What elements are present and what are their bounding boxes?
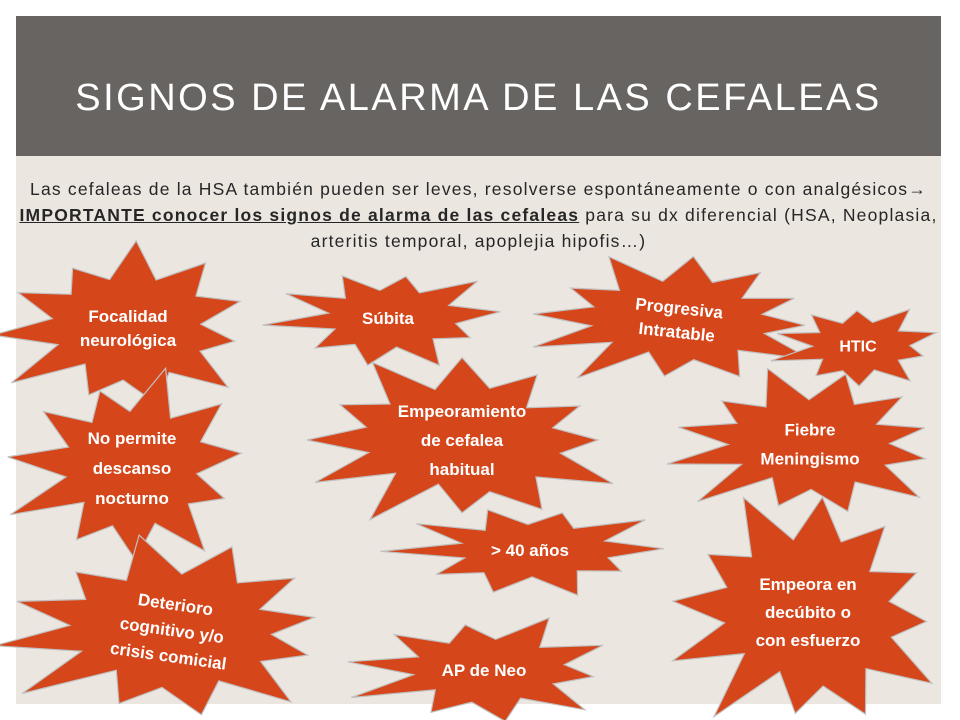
burst-label-line: Súbita: [362, 308, 414, 328]
burst-label-line: Meningismo: [760, 449, 860, 469]
burst-label-line: Empeora en: [759, 575, 857, 594]
burst-empeoramiento: [307, 358, 613, 520]
burst-neo: [348, 618, 603, 720]
intro-text-part1: Las cefaleas de la HSA también pueden ser leves, resolverse espontáneamente o con analgésicos: [30, 179, 909, 199]
burst-label-decubito: [756, 575, 861, 650]
burst-label-line: Focalidad: [88, 306, 168, 326]
burst-label-line: Intratable: [637, 318, 716, 346]
burst-label-line: > 40 años: [491, 541, 569, 560]
burst-label-line: nocturno: [95, 488, 169, 508]
slide-title: SIGNOS DE ALARMA DE LAS CEFALEAS: [75, 76, 882, 119]
intro-important: IMPORTANTE conocer los signos de alarma de las cefaleas: [19, 205, 580, 225]
burst-label-line: con esfuerzo: [755, 631, 861, 650]
burst-label-line: cognitivo y/o: [118, 613, 226, 648]
burst-label-line: crisis comicial: [108, 638, 228, 674]
burst-progresiva: [533, 257, 811, 378]
burst-deterioro: [0, 535, 314, 715]
burst-label-line: Deterioro: [136, 590, 215, 620]
burst-fiebre: [667, 369, 925, 512]
burst-label-edad: [491, 541, 569, 560]
burst-label-line: neurológica: [79, 330, 177, 350]
burst-label-descanso: [88, 429, 177, 508]
burst-label-line: HTIC: [839, 338, 877, 356]
burst-focalidad: [0, 241, 240, 404]
burst-edad: [381, 510, 664, 595]
burst-decubito: [673, 497, 932, 716]
burst-label-line: de cefalea: [420, 430, 504, 450]
burst-shape-fiebre: [667, 369, 925, 512]
arrow-icon: →: [908, 179, 927, 199]
burst-label-line: AP de Neo: [441, 661, 527, 680]
burst-label-htic: [839, 339, 877, 356]
burst-label-subita: [362, 309, 414, 328]
burst-label-line: Fiebre: [784, 420, 836, 440]
burst-label-line: habitual: [429, 459, 495, 479]
burst-label-line: Empeoramiento: [397, 401, 527, 421]
burst-label-line: decúbito o: [765, 603, 851, 622]
burst-label-neo: [442, 661, 527, 680]
burst-descanso: [8, 368, 242, 560]
burst-label-line: No permite: [87, 428, 177, 448]
burst-subita: [263, 276, 501, 365]
burst-label-line: descanso: [92, 458, 172, 478]
intro-text-part2: para su dx diferencial (HSA, Neoplasia, arteritis temporal, apoplejia hipofis…): [310, 205, 938, 251]
burst-label-line: Progresiva: [634, 294, 724, 323]
burst-htic: [771, 309, 936, 386]
